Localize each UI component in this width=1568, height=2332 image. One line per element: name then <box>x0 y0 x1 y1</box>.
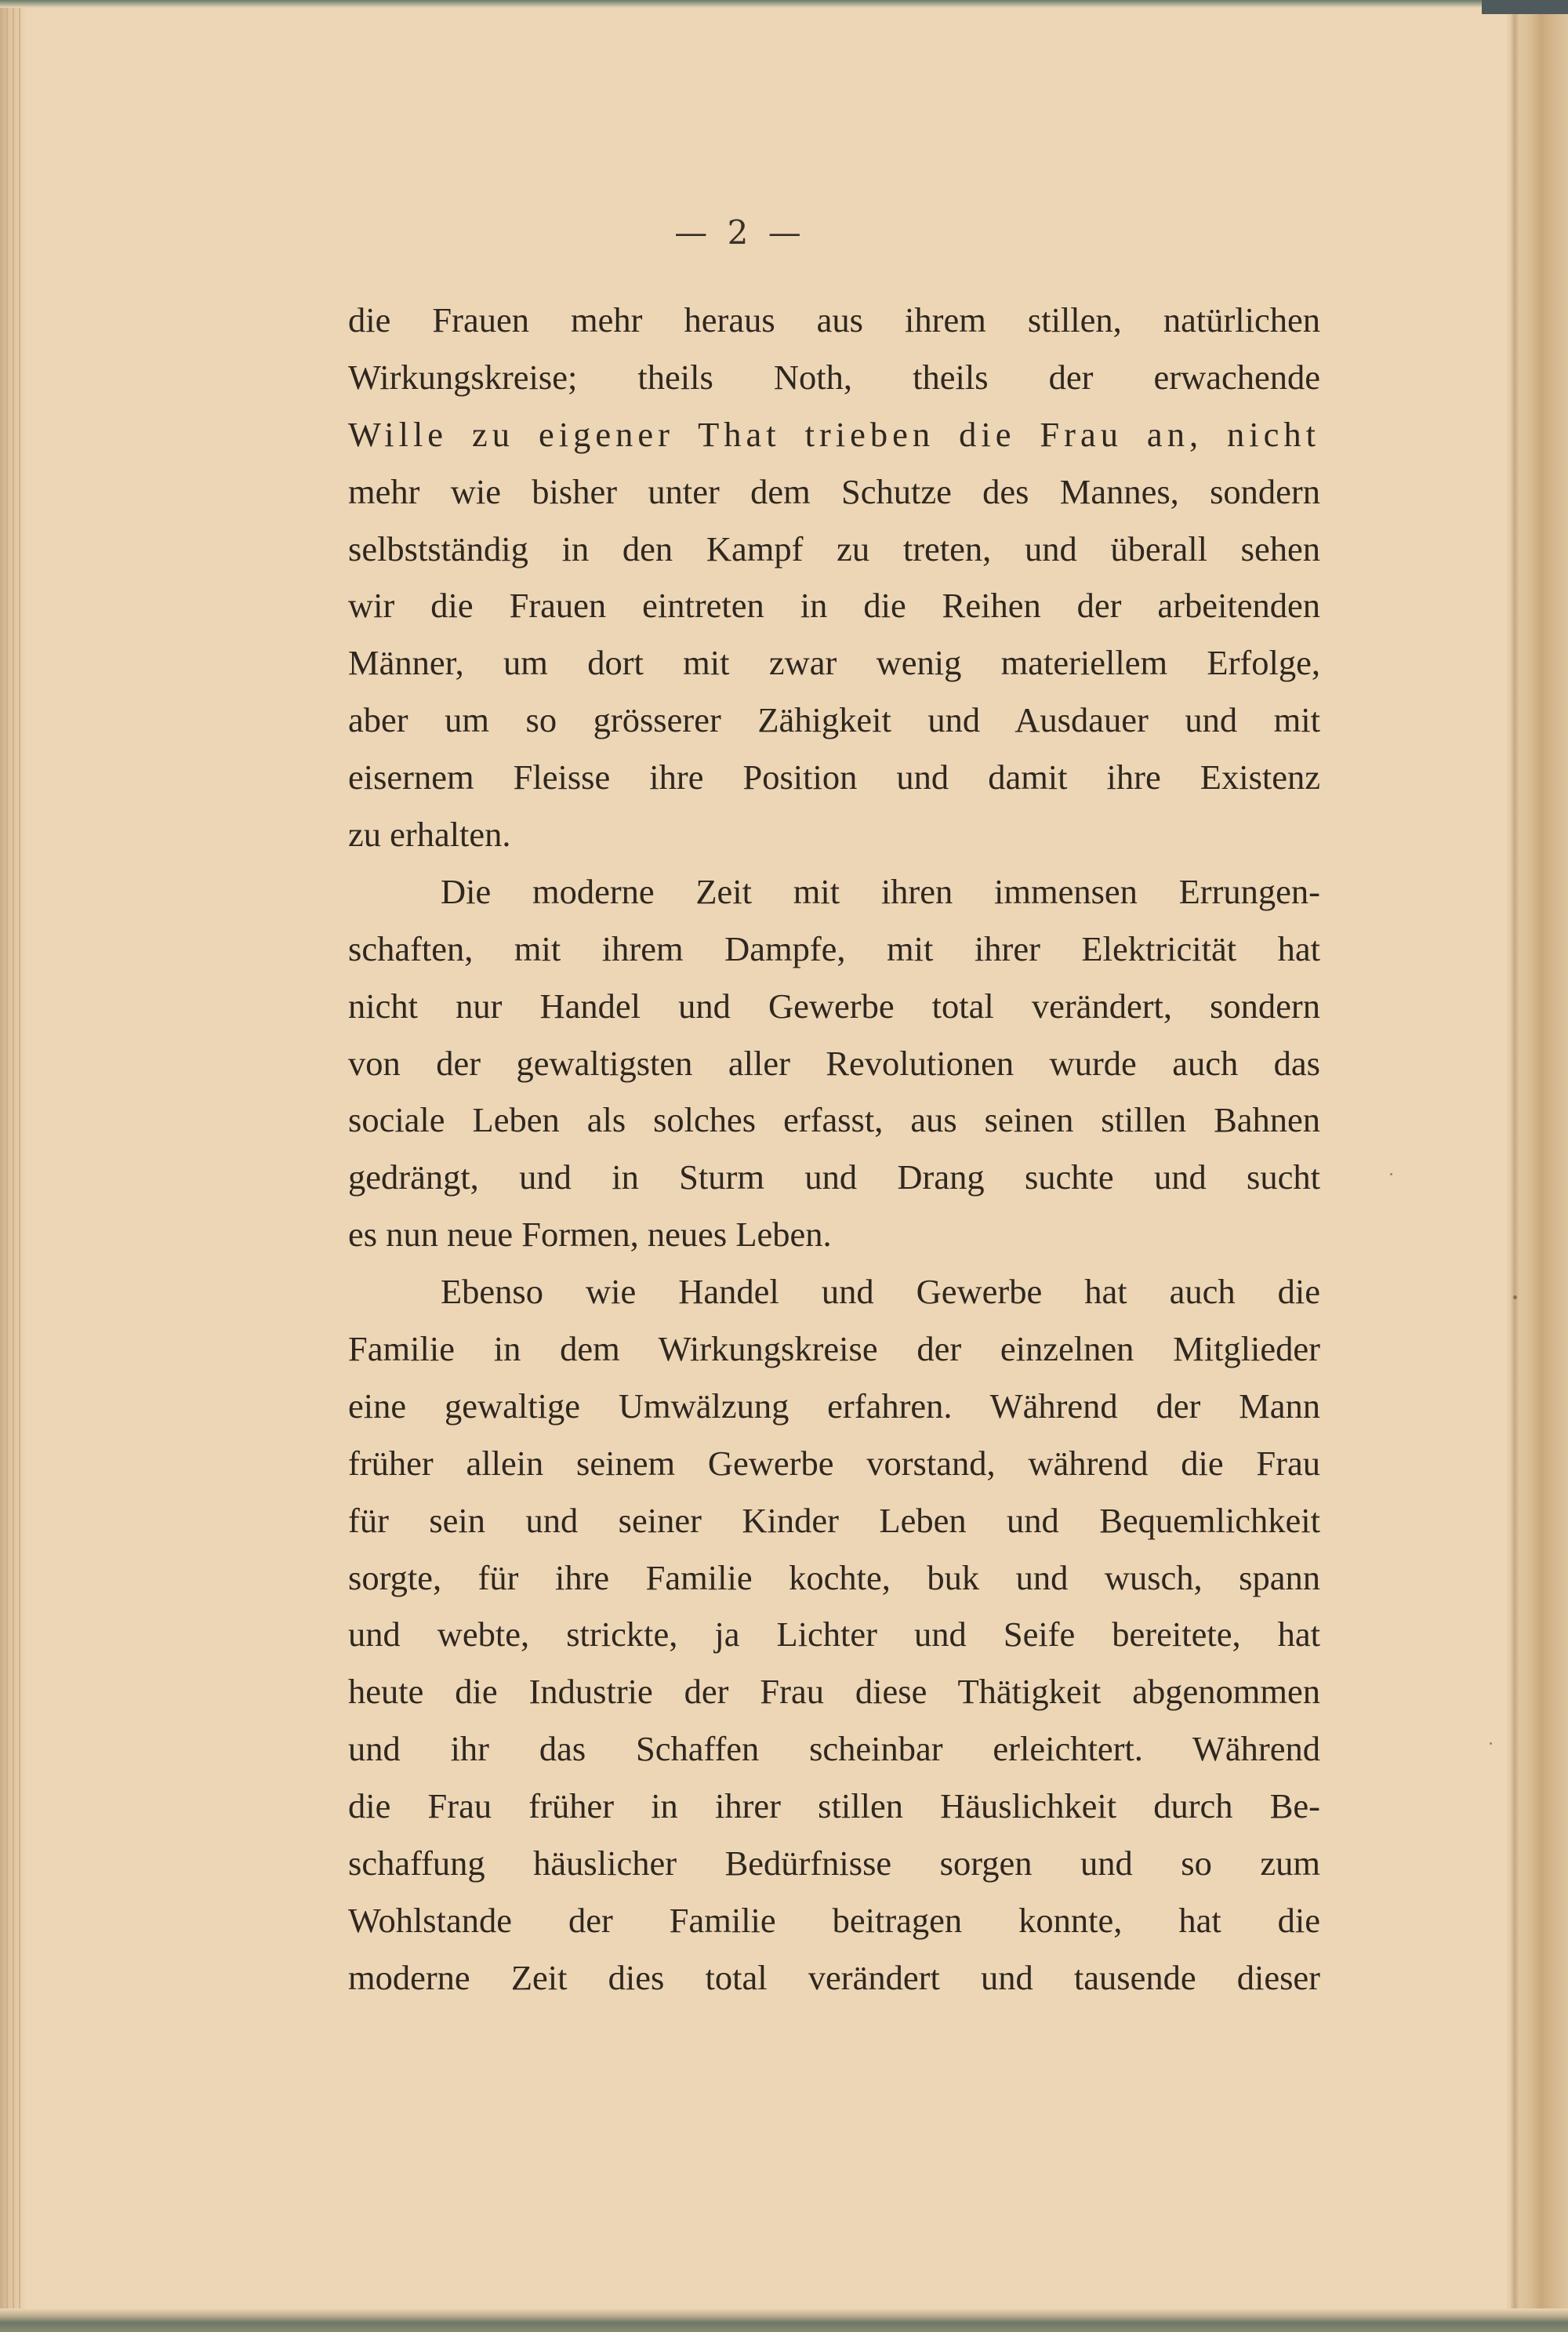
text-line: schaften, mit ihrem Dampfe, mit ihrer Elektricität hat <box>348 928 1320 968</box>
text-line: früher allein seinem Gewerbe vorstand, während die Frau <box>348 1443 1320 1483</box>
text-line: zu erhalten. <box>348 815 511 855</box>
text-line: mehr wie bisher unter dem Schutze des Mannes, sondern <box>348 471 1320 511</box>
text-line: sociale Leben als solches erfasst, aus seinen stillen Bahnen <box>348 1100 1320 1140</box>
text-line: Wohlstande der Familie beitragen konnte, hat die <box>348 1900 1320 1940</box>
page-number: — 2 — <box>674 213 806 252</box>
text-line: selbstständig in den Kampf zu treten, und überall sehen <box>348 529 1320 568</box>
text-line: und ihr das Schaffen scheinbar erleichtert. Während <box>348 1729 1320 1769</box>
text-line: sorgte, für ihre Familie kochte, buk und wusch, spann <box>348 1557 1320 1597</box>
text-line: und webte, strickte, ja Lichter und Seife bereitete, hat <box>348 1615 1320 1655</box>
paragraph-first-line: Die moderne Zeit mit ihren immensen Errungen- <box>441 871 1320 911</box>
text-line: die Frau früher in ihrer stillen Häuslichkeit durch Be- <box>348 1786 1320 1826</box>
text-line: aber um so grösserer Zähigkeit und Ausdauer und mit <box>348 700 1320 740</box>
page-edge-shadow <box>1510 0 1519 2332</box>
text-line: gedrängt, und in Sturm und Drang suchte und sucht <box>348 1157 1320 1197</box>
text-line: eisernem Fleisse ihre Position und damit ihre Existenz <box>348 757 1320 797</box>
bottom-cover-edge <box>0 2308 1568 2332</box>
top-cover-edge <box>0 0 1568 8</box>
text-line: die Frauen mehr heraus aus ihrem stillen, natürlichen <box>348 300 1320 340</box>
paragraph-first-line: Ebenso wie Handel und Gewerbe hat auch die <box>441 1272 1320 1312</box>
gutter-line <box>6 0 8 2332</box>
paper-speck <box>1490 1742 1492 1745</box>
text-line: Wille zu eigener That trieben die Frau an, nicht <box>348 414 1320 454</box>
text-line: es nun neue Formen, neues Leben. <box>348 1215 832 1255</box>
text-line: nicht nur Handel und Gewerbe total verändert, sondern <box>348 986 1320 1026</box>
text-line: moderne Zeit dies total verändert und tausende dieser <box>348 1957 1320 1997</box>
text-line: Familie in dem Wirkungskreise der einzelnen Mitglieder <box>348 1329 1320 1369</box>
paper-speck <box>1390 1173 1392 1175</box>
text-line: heute die Industrie der Frau diese Thätigkeit abgenommen <box>348 1672 1320 1712</box>
paper-speck <box>1513 1295 1517 1299</box>
text-line: Wirkungskreise; theils Noth, theils der erwachende <box>348 357 1320 397</box>
text-line: für sein und seiner Kinder Leben und Bequemlichkeit <box>348 1500 1320 1540</box>
top-right-cover-corner <box>1482 0 1568 14</box>
text-line: Männer, um dort mit zwar wenig materiellem Erfolge, <box>348 643 1320 683</box>
text-line: von der gewaltigsten aller Revolutionen wurde auch das <box>348 1043 1320 1083</box>
text-line: wir die Frauen eintreten in die Reihen der arbeitenden <box>348 586 1320 626</box>
body-text <box>348 292 1320 2007</box>
gutter-line <box>19 0 20 2332</box>
text-line: eine gewaltige Umwälzung erfahren. Während der Mann <box>348 1386 1320 1426</box>
gutter-line <box>13 0 14 2332</box>
text-line: schaffung häuslicher Bedürfnisse sorgen und so zum <box>348 1843 1320 1883</box>
